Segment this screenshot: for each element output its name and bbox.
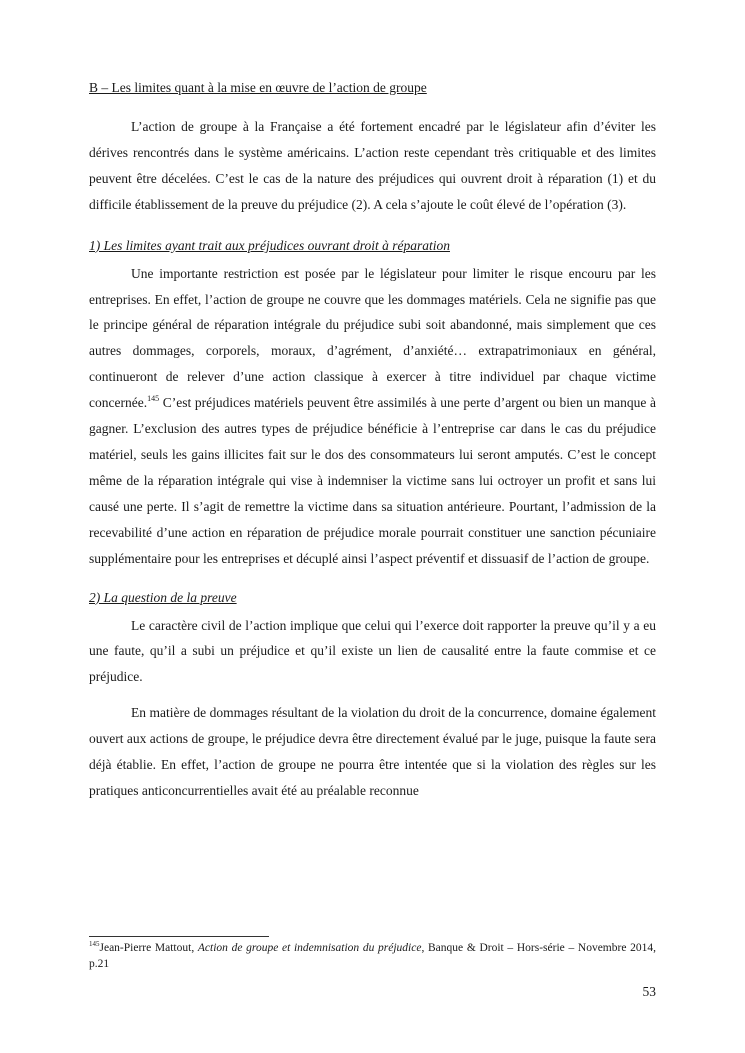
footnote-work-title: Action de groupe et indemnisation du préjudice	[197, 942, 422, 954]
footnote-separator	[89, 936, 269, 937]
footnote-number: 145	[89, 940, 100, 948]
footnote-publication: , Banque & Droit – Hors-série – Novembre 2014, p.21	[89, 942, 656, 970]
subsection-1-text-part-1: Une importante restriction est posée par le législateur pour limiter le risque encouru par les entreprises. En effet, l’action de groupe ne couvre que les dommages matériels. Cela ne signifie pas que le principe général de réparation intégrale du préjudice subi soit abandonné, mais simplement que ces autres dommages, corporels, moraux, d’agrément, d’anxiété… extrapatrimoniaux en général, continueront de relever d’une action classique à exercer à titre individuel par chaque victime concernée.	[89, 265, 656, 411]
footnote-reference[interactable]: 145	[147, 394, 160, 404]
spacer	[89, 218, 656, 236]
subsection-2-paragraph-2: En matière de dommages résultant de la violation du droit de la concurrence, domaine également ouvert aux actions de groupe, le préjudice devra être directement évalué par le juge, puisque la faute sera déjà établie. En effet, l’action de groupe ne pourra être intentée que si la violation des règles sur les pratiques anticoncurrentielles avait été au préalable reconnue	[89, 705, 656, 798]
subsection-2-paragraph-1: Le caractère civil de l’action implique que celui qui l’exerce doit rapporter la preuve qu’il y a eu une faute, qu’il a subi un préjudice et qu’il existe un lien de causalité entre la faute commise et ce préjudice.	[89, 617, 656, 685]
spacer	[89, 690, 656, 700]
footnote	[89, 940, 656, 972]
subsection-1-text-part-2: C’est préjudices matériels peuvent être assimilés à une perte d’argent ou bien un manque à gagner. L’exclusion des autres types de préjudice bénéficie à l’entreprise car dans le cas du préjudice matériel, seuls les gains illicites fait sur le dos des consommateurs lui seront amputés. C’est le concept même de la réparation intégrale qui vise à indemniser la victime sans lui octroyer un profit et sans lui causé une perte. Il s’agit de remettre la victime dans sa situation antérieure. Pourtant, l’admission de la recevabilité d’une action en réparation de préjudice morale pourrait constituer une sanction pécuniaire supplémentaire pour les entreprises et décuplé ainsi l’aspect préventif et dissuasif de l’action de groupe.	[89, 395, 656, 566]
page-number: 53	[642, 984, 656, 999]
page-body	[89, 78, 656, 804]
spacer	[89, 572, 656, 588]
subsection-2-heading: 2) La question de la preuve	[89, 589, 237, 605]
subsection-1-heading: 1) Les limites ayant trait aux préjudices ouvrant droit à réparation	[89, 237, 450, 253]
section-b-heading: B – Les limites quant à la mise en œuvre de l’action de groupe	[89, 80, 427, 95]
section-b-intro-paragraph: L’action de groupe à la Française a été fortement encadré par le législateur afin d’éviter les dérives rencontrés dans le système américains. L’action reste cependant très critiquable et des limites peuvent être décelées. C’est le cas de la nature des préjudices qui ouvrent droit à réparation (1) et du difficile établissement de la preuve du préjudice (2). A cela s’ajoute le coût élevé de l’opération (3).	[89, 119, 656, 212]
footnote-author: Jean-Pierre Mattout,	[99, 942, 198, 954]
subsection-1-paragraph	[89, 261, 656, 572]
